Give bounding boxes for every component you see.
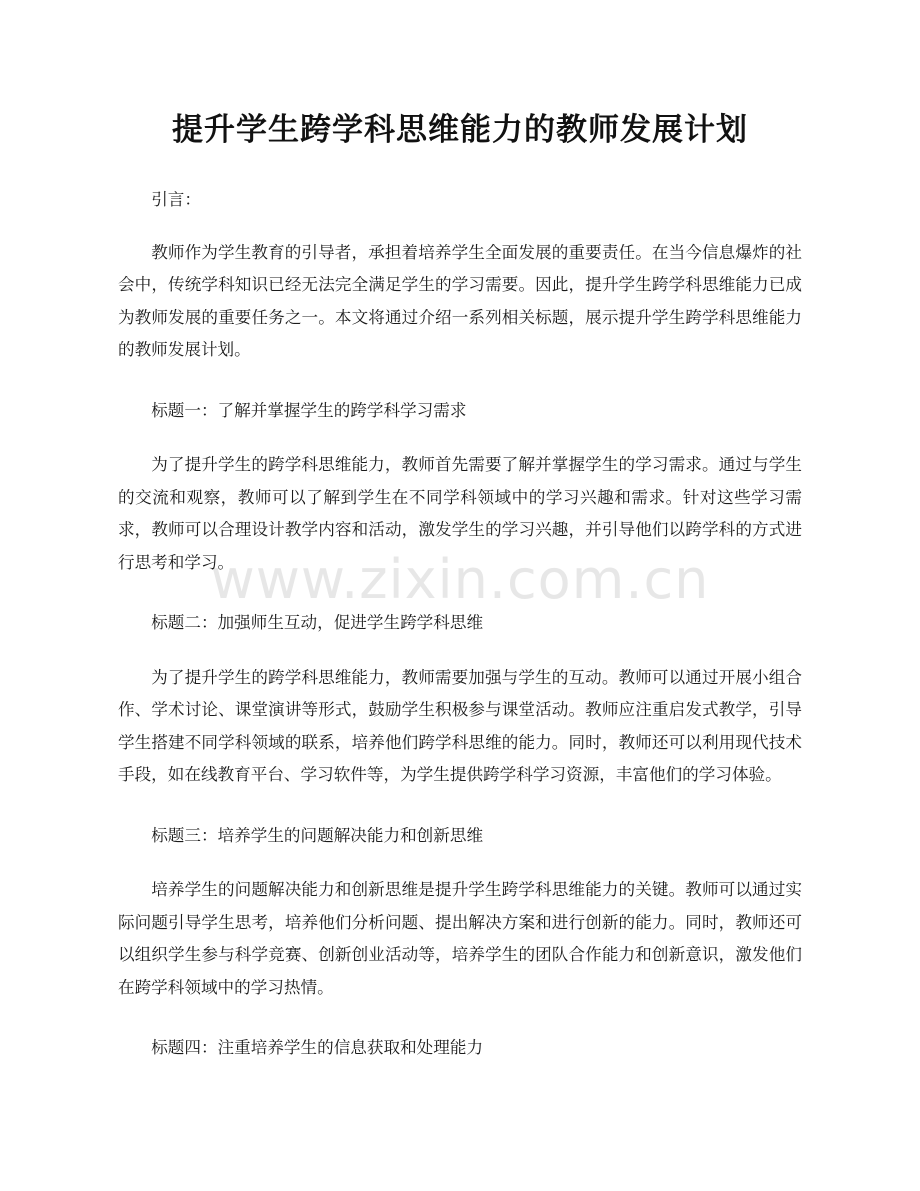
section-heading-3: 标题三：培养学生的问题解决能力和创新思维	[151, 825, 484, 845]
intro-label: 引言：	[151, 190, 201, 209]
watermark: www.zixin.com.cn	[210, 548, 710, 611]
section-paragraph-3: 培养学生的问题解决能力和创新思维是提升学生跨学科思维能力的关键。教师可以通过实际问题引导学生思考，培养他们分析问题、提出解决方案和进行创新的能力。同时，教师还可以组织学生参与科学竞赛、创新创业活动等，培养学生的团队合作能力和创新意识，激发他们在跨学科领域中的学习热情。	[118, 880, 802, 997]
section-heading-2: 标题二：加强师生互动，促进学生跨学科思维	[151, 613, 484, 632]
section-paragraph-2: 为了提升学生的跨学科思维能力，教师需要加强与学生的互动。教师可以通过开展小组合作、学术讨论、课堂演讲等形式，鼓励学生积极参与课堂活动。教师应注重启发式教学，引导学生搭建不同学科领域的联系，培养他们跨学科思维的能力。同时，教师还可以利用现代技术手段，如在线教育平台、学习软件等，为学生提供跨学科学习资源，丰富他们的学习体验。	[118, 667, 802, 784]
section-paragraph-1: 为了提升学生的跨学科思维能力，教师首先需要了解并掌握学生的学习需求。通过与学生的交流和观察，教师可以了解到学生在不同学科领域中的学习兴趣和需求。针对这些学习需求，教师可以合理设计教学内容和活动，激发学生的学习兴趣，并引导他们以跨学科的方式进行思考和学习。	[118, 455, 802, 572]
intro-paragraph: 教师作为学生教育的引导者，承担着培养学生全面发展的重要责任。在当今信息爆炸的社会中，传统学科知识已经无法完全满足学生的学习需要。因此，提升学生跨学科思维能力已成为教师发展的重要任务之一。本文将通过介绍一系列相关标题，展示提升学生跨学科思维能力的教师发展计划。	[118, 242, 802, 359]
section-heading-4: 标题四：注重培养学生的信息获取和处理能力	[151, 1038, 484, 1057]
document-body	[118, 184, 802, 1087]
section-heading-1: 标题一：了解并掌握学生的跨学科学习需求	[151, 400, 467, 420]
document-title: 提升学生跨学科思维能力的教师发展计划	[172, 112, 748, 148]
